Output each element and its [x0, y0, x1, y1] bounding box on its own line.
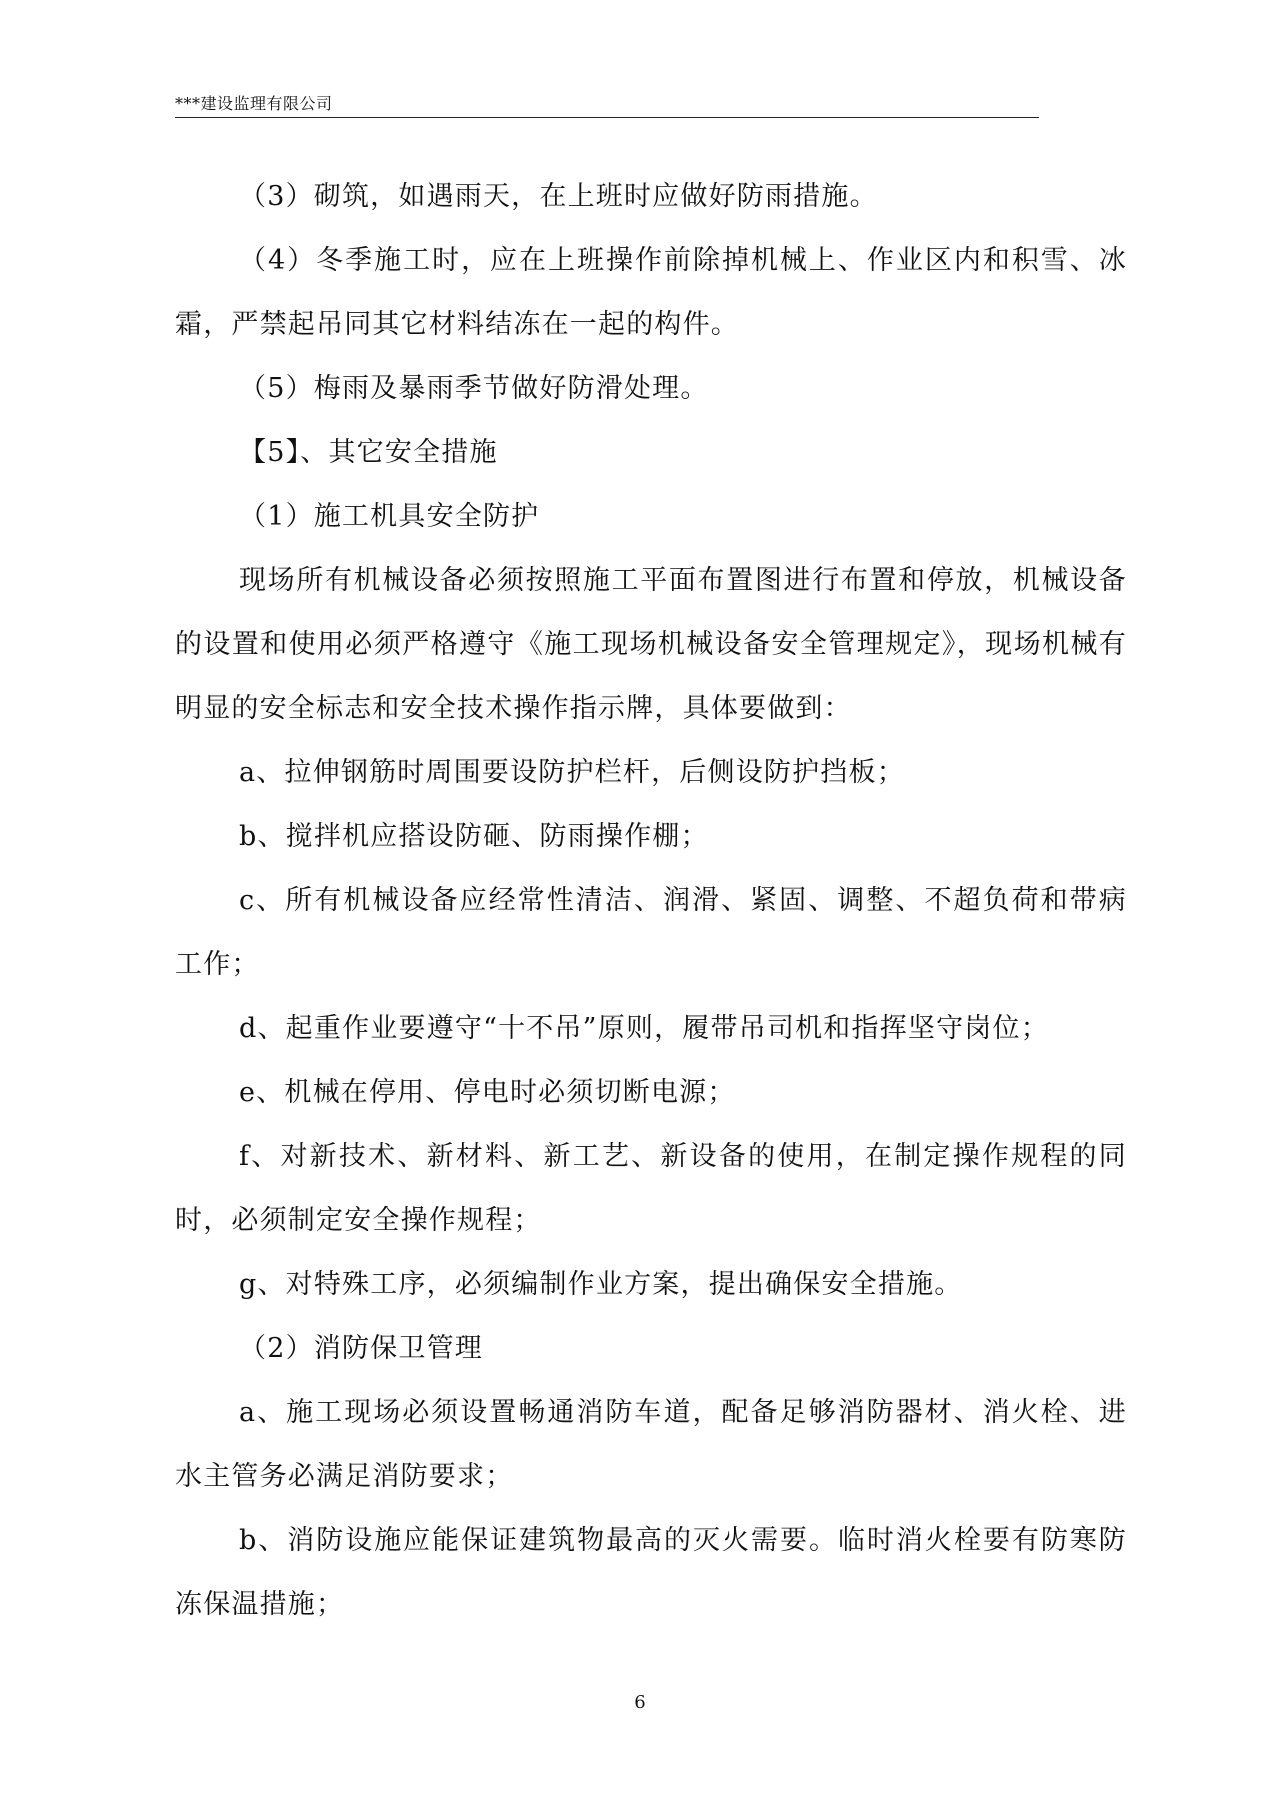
paragraph-rainy-season: （5）梅雨及暴雨季节做好防滑处理。: [239, 373, 709, 404]
subheading-machinery-protection: （1）施工机具安全防护: [239, 501, 540, 532]
list-item-c: c、所有机械设备应经常性清洁、润滑、紧固、调整、不超负荷和带病工作；: [175, 885, 1127, 980]
section-heading-other-safety: 【5】、其它安全措施: [239, 437, 498, 468]
list-item-e: e、机械在停用、停电时必须切断电源；: [239, 1077, 736, 1108]
paragraph-winter-construction: （4）冬季施工时，应在上班操作前除掉机械上、作业区内和积雪、冰霜，严禁起吊同其它材料结冻在一起的构件。: [175, 245, 1127, 340]
paragraph-machinery-layout: 现场所有机械设备必须按照施工平面布置图进行布置和停放，机械设备的设置和使用必须严格遵守《施工现场机械设备安全管理规定》，现场机械有明显的安全标志和安全技术操作指示牌，具体要做到：: [175, 565, 1127, 724]
fire-item-b: b、消防设施应能保证建筑物最高的灭火需要。临时消火栓要有防寒防冻保温措施；: [175, 1525, 1127, 1620]
list-item-b: b、搅拌机应搭设防砸、防雨操作棚；: [239, 821, 709, 852]
list-item-d: d、起重作业要遵守“十不吊”原则，履带吊司机和指挥坚守岗位；: [239, 1013, 1049, 1044]
fire-item-a: a、施工现场必须设置畅通消防车道，配备足够消防器材、消火栓、进水主管务必满足消防要求；: [175, 1397, 1127, 1492]
list-item-g: g、对特殊工序，必须编制作业方案，提出确保安全措施。: [239, 1269, 963, 1300]
list-item-a: a、拉伸钢筋时周围要设防护栏杆，后侧设防护挡板；: [239, 757, 905, 788]
document-body: [175, 165, 1127, 1637]
company-name: ***建设监理有限公司: [175, 94, 333, 113]
page-number: 6: [634, 1692, 646, 1713]
list-item-f: f、对新技术、新材料、新工艺、新设备的使用，在制定操作规程的同时，必须制定安全操作规程；: [175, 1141, 1127, 1236]
paragraph-rain-masonry: （3）砌筑，如遇雨天，在上班时应做好防雨措施。: [239, 181, 878, 212]
page-header: [175, 92, 1039, 118]
subheading-fire-security: （2）消防保卫管理: [239, 1333, 483, 1364]
